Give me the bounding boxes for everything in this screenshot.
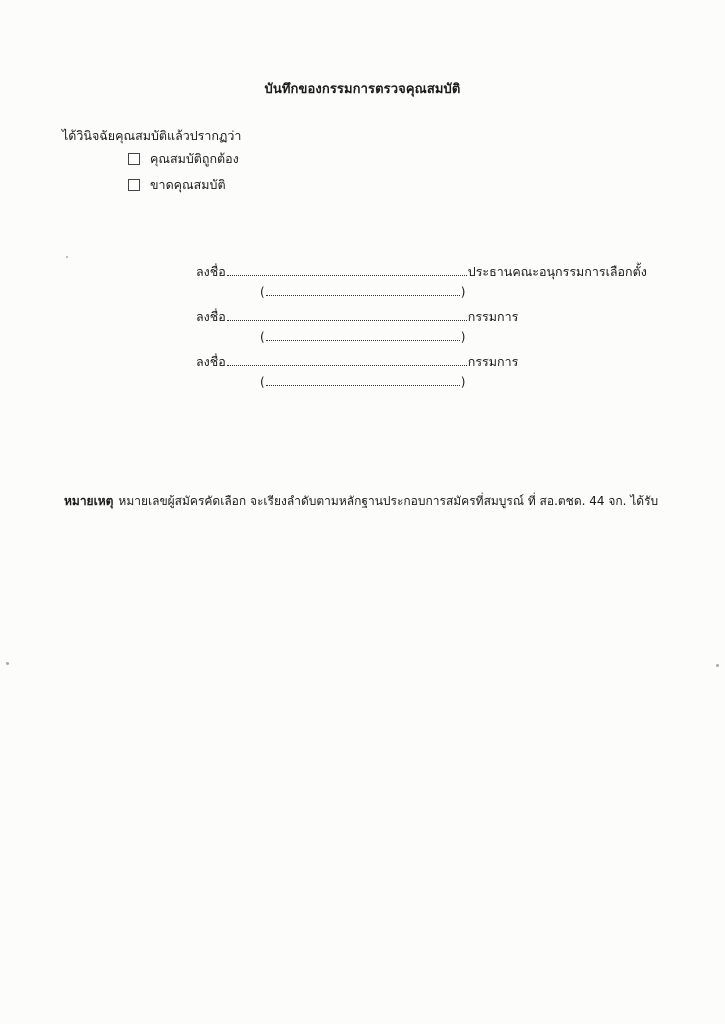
signature-role-chair: ประธานคณะอนุกรรมการเลือกตั้ง (467, 264, 647, 279)
option-qualified-label: คุณสมบัติถูกต้อง (150, 151, 239, 166)
option-unqualified[interactable] (128, 175, 226, 195)
signature-line-member-1[interactable] (196, 307, 518, 327)
printed-name-line-member-1[interactable] (260, 330, 465, 344)
option-qualified[interactable] (128, 149, 239, 169)
remark-label: หมายเหตุ (64, 494, 114, 508)
printed-name-blank[interactable] (266, 375, 460, 386)
printed-name-blank[interactable] (266, 330, 460, 341)
signature-line-member-2[interactable] (196, 352, 518, 372)
printed-name-line-chair[interactable] (260, 285, 465, 299)
signature-role-member: กรรมการ (467, 354, 519, 369)
name-open-paren: ( (260, 330, 265, 344)
name-open-paren: ( (260, 375, 265, 389)
printed-name-line-member-2[interactable] (260, 375, 465, 389)
signature-prefix: ลงชื่อ (196, 309, 226, 324)
signature-blank[interactable] (227, 309, 467, 321)
signature-prefix: ลงชื่อ (196, 354, 226, 369)
option-unqualified-label: ขาดคุณสมบัติ (150, 177, 226, 192)
document-title: บันทึกของกรรมการตรวจคุณสมบัติ (264, 82, 461, 97)
remark-text: หมายเลขผู้สมัครคัดเลือก จะเรียงลำดับตามหลักฐานประกอบการสมัครที่สมบูรณ์ ที่ สอ.ตชด. 44 จก. ได้รับ (118, 494, 659, 508)
signature-blank[interactable] (227, 354, 467, 366)
signature-blank[interactable] (227, 264, 467, 276)
remark (64, 492, 658, 511)
scan-speck (66, 256, 68, 258)
signature-line-chair[interactable] (196, 262, 647, 282)
scan-speck (6, 662, 9, 665)
name-open-paren: ( (260, 285, 265, 299)
scan-speck (716, 664, 719, 667)
verdict-intro: ได้วินิจฉัยคุณสมบัติแล้วปรากฏว่า (62, 128, 242, 143)
signature-role-member: กรรมการ (467, 309, 519, 324)
unqualified-checkbox[interactable] (128, 179, 140, 191)
name-close-paren: ) (460, 375, 466, 389)
qualified-checkbox[interactable] (128, 153, 140, 165)
name-close-paren: ) (460, 330, 466, 344)
name-close-paren: ) (460, 285, 466, 299)
signature-prefix: ลงชื่อ (196, 264, 226, 279)
printed-name-blank[interactable] (266, 285, 460, 296)
